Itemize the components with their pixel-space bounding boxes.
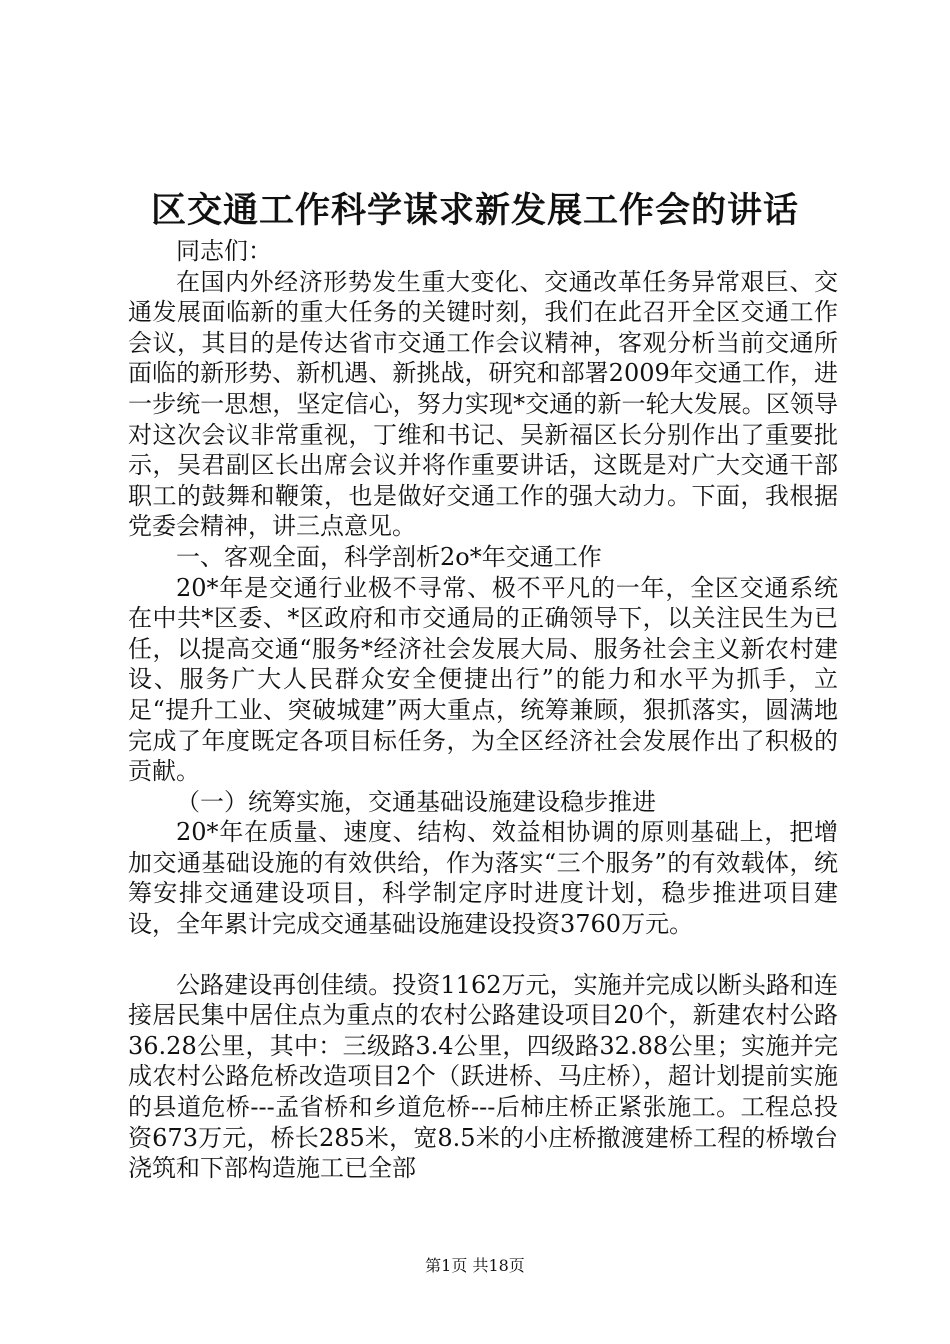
salutation: 同志们： xyxy=(176,237,272,265)
section-heading-1: 一、客观全面，科学剖析2o*年交通工作 xyxy=(176,542,602,571)
paragraph-roads: 公路建设再创佳绩。投资1162万元，实施并完成以断头路和连接居民集中居住点为重点的农村公路建设项目20个，新建农村公路36.28公里，其中：三级路3.4公里，四级路32.88公里；实施并完成农村公路危桥改造项目2个（跃进桥、马庄桥），超计划提前实施的县道危桥---孟省桥和乡道危桥---后柿庄桥正紧张施工。工程总投资673万元，桥长285米，宽8.5米的小庄桥撤渡建桥工程的桥墩台浇筑和下部构造施工已全部 xyxy=(128,970,838,1183)
document-body xyxy=(128,236,838,1184)
document-title: 区交通工作科学谋求新发展工作会的讲话 xyxy=(150,190,799,231)
paragraph-review: 20*年是交通行业极不寻常、极不平凡的一年，全区交通系统在中共*区委、*区政府和市交通局的正确领导下，以关注民生为已任，以提高交通“服务*经济社会发展大局、服务社会主义新农村建设、服务广大人民群众安全便捷出行”的能力和水平为抓手，立足“提升工业、突破城建”两大重点，统筹兼顾，狠抓落实，圆满地完成了年度既定各项目标任务，为全区经济社会发展作出了积极的贡献。 xyxy=(128,573,838,786)
paragraph-infrastructure: 20*年在质量、速度、结构、效益相协调的原则基础上，把增加交通基础设施的有效供给，作为落实“三个服务”的有效载体，统筹安排交通建设项目，科学制定序时进度计划，稳步推进项目建设，全年累计完成交通基础设施建设投资3760万元。 xyxy=(128,818,838,939)
paragraph-intro: 在国内外经济形势发生重大变化、交通改革任务异常艰巨、交通发展面临新的重大任务的关键时刻，我们在此召开全区交通工作会议，其目的是传达省市交通工作会议精神，客观分析当前交通所面临的新形势、新机遇、新挑战，研究和部署2009年交通工作，进一步统一思想，坚定信心，努力实现*交通的新一轮大发展。区领导对这次会议非常重视，丁维和书记、吴新福区长分别作出了重要批示，吴君副区长出席会议并将作重要讲话，这既是对广大交通干部职工的鼓舞和鞭策，也是做好交通工作的强大动力。下面，我根据党委会精神，讲三点意见。 xyxy=(128,267,838,541)
subsection-heading-1: （一）统筹实施，交通基础设施建设稳步推进 xyxy=(176,787,656,816)
page-footer: 第1页 共18页 xyxy=(425,1256,525,1275)
